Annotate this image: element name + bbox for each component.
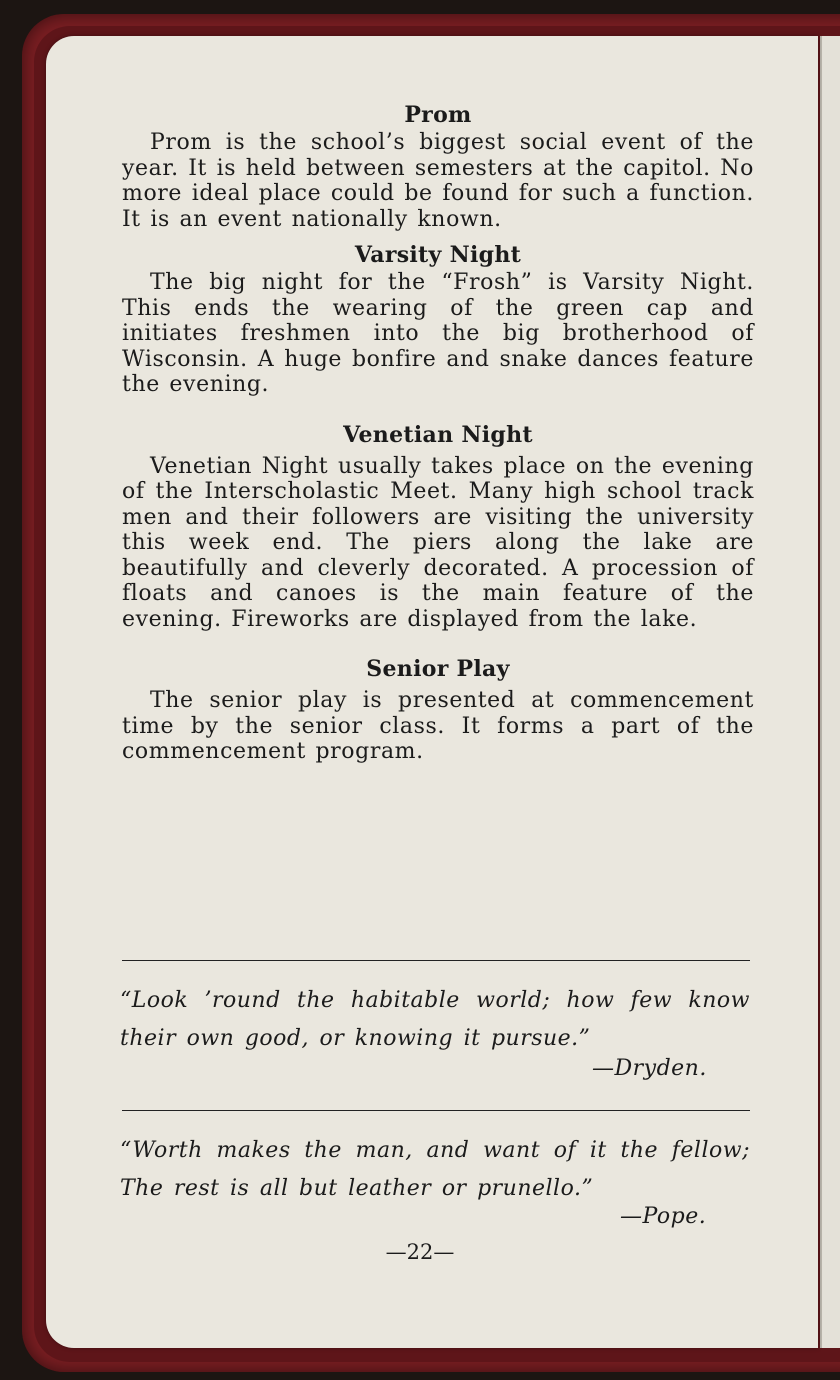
section-title-prom: Prom xyxy=(404,102,472,128)
page-number: —22— xyxy=(385,1240,455,1264)
section-body-senior-play: The senior play is presented at commencement time by the senior class. It forms a part of the commencement program. xyxy=(122,688,754,764)
quote-attribution-pope: —Pope. xyxy=(620,1204,707,1229)
quote-attribution-dryden: —Dryden. xyxy=(592,1056,707,1081)
facing-page-edge xyxy=(820,36,840,1348)
section-title-senior-play: Senior Play xyxy=(366,656,510,682)
divider-rule-top xyxy=(122,960,750,961)
quote-dryden: “Look ’round the habitable world; how few know their own good, or knowing it pursue.” xyxy=(120,988,750,1051)
section-title-venetian-night: Venetian Night xyxy=(343,421,533,448)
section-body-prom: Prom is the school’s biggest social event of the year. It is held between semesters at the capitol. No more ideal place could be found for such a function. It is an event nationally known. xyxy=(122,130,754,232)
divider-rule-bottom xyxy=(122,1110,750,1111)
section-body-venetian-night: Venetian Night usually takes place on the evening of the Interscholastic Meet. Many high school track men and their followers are visiting the university this week end. The piers along the lake are beautifully and cleverly decorated. A procession of floats and canoes is the main feature of the evening. Fireworks are displayed from the lake. xyxy=(122,453,754,632)
section-body-varsity-night: The big night for the “Frosh” is Varsity Night. This ends the wearing of the green cap and initiates freshmen into the big brotherhood of Wisconsin. A huge bonfire and snake dances feature the evening. xyxy=(122,270,754,397)
section-title-varsity-night: Varsity Night xyxy=(354,242,522,268)
quote-pope: “Worth makes the man, and want of it the fellow; The rest is all but leather or prunello.” xyxy=(120,1138,750,1201)
page-content xyxy=(122,100,754,765)
